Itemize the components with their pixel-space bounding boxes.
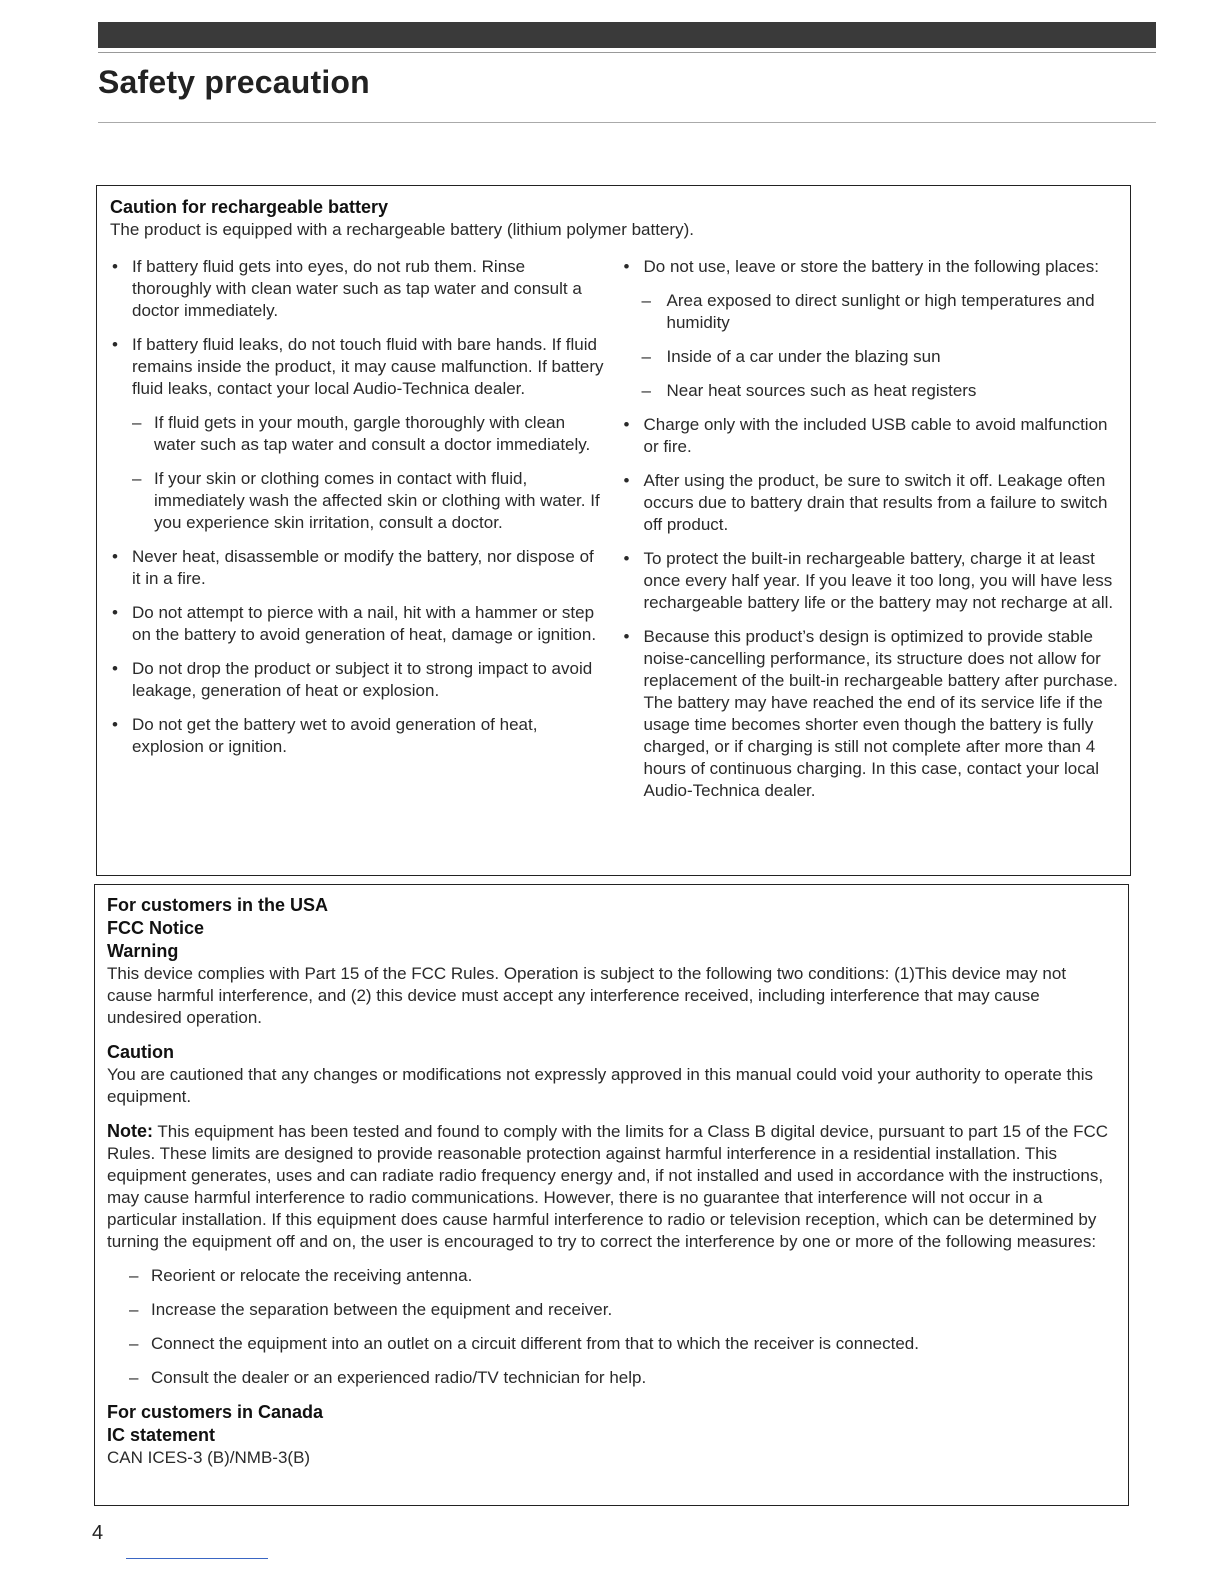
measure-item: – Connect the equipment into an outlet on a circuit different from that to which the receiver is connected. bbox=[107, 1333, 1116, 1355]
list-item: • Do not drop the product or subject it to strong impact to avoid leakage, generation of heat or explosion. bbox=[110, 658, 607, 702]
sub-list-item: – If your skin or clothing comes in contact with fluid, immediately wash the affected skin or clothing with water. If you experience skin irritation, consult a doctor. bbox=[110, 468, 607, 534]
header-rule bbox=[98, 52, 1156, 53]
battery-heading: Caution for rechargeable battery bbox=[110, 197, 389, 217]
page-number: 4 bbox=[92, 1522, 104, 1544]
battery-caution-box bbox=[96, 185, 1131, 876]
footer-rule bbox=[126, 1558, 268, 1559]
warning-heading: Warning bbox=[107, 941, 179, 961]
list-item: • To protect the built-in rechargeable battery, charge it at least once every half year. If you leave it too long, you will have less rechargeable battery life or the battery may not recharge at all. bbox=[622, 548, 1119, 614]
measure-item: – Increase the separation between the equipment and receiver. bbox=[107, 1299, 1116, 1321]
list-item: • Do not get the battery wet to avoid generation of heat, explosion or ignition. bbox=[110, 714, 607, 758]
battery-right-column bbox=[622, 256, 1119, 814]
sub-list-item: – Near heat sources such as heat registers bbox=[622, 380, 1119, 402]
measures-list bbox=[107, 1265, 1116, 1389]
list-item: • Because this product’s design is optimized to provide stable noise-cancelling performance, its structure does not allow for replacement of the built-in rechargeable battery after purchase. The battery may have reached the end of its service life if the usage time becomes shorter even though the battery is fully charged, or if charging is still not complete after more than 4 hours of continuous charging. In this case, contact your local Audio-Technica dealer. bbox=[622, 626, 1119, 802]
warning-text: This device complies with Part 15 of the FCC Rules. Operation is subject to the following two conditions: (1)This device may not cause harmful interference, and (2) this device must accept any interference received, including interference that may cause undesired operation. bbox=[107, 964, 1067, 1027]
battery-intro: The product is equipped with a rechargeable battery (lithium polymer battery). bbox=[110, 220, 694, 239]
list-item: • If battery fluid leaks, do not touch fluid with bare hands. If fluid remains inside the product, it may cause malfunction. If battery fluid leaks, contact your local Audio-Technica dealer. bbox=[110, 334, 607, 400]
note-label: Note: bbox=[107, 1121, 153, 1141]
list-item: • Do not attempt to pierce with a nail, hit with a hammer or step on the battery to avoid generation of heat, damage or ignition. bbox=[110, 602, 607, 646]
caution-heading: Caution bbox=[107, 1042, 174, 1062]
battery-left-column bbox=[110, 256, 607, 814]
note-text: This equipment has been tested and found to comply with the limits for a Class B digital device, pursuant to part 15 of the FCC Rules. These limits are designed to provide reasonable protection against harmful interference in a residential installation. This equipment generates, uses and can radiate radio frequency energy and, if not installed and used in accordance with the instructions, may cause harmful interference to radio communications. However, there is no guarantee that interference will not occur in a particular installation. If this equipment does cause harmful interference to radio or television reception, which can be determined by turning the equipment off and on, the user is encouraged to try to correct the interference by one or more of the following measures: bbox=[107, 1122, 1109, 1251]
canada-heading: For customers in Canada bbox=[107, 1402, 324, 1422]
measure-item: – Consult the dealer or an experienced radio/TV technician for help. bbox=[107, 1367, 1116, 1389]
fcc-notice-box bbox=[94, 884, 1129, 1506]
fcc-heading: FCC Notice bbox=[107, 918, 205, 938]
list-item: • Do not use, leave or store the battery in the following places: bbox=[622, 256, 1119, 278]
sub-list-item: – Area exposed to direct sunlight or high temperatures and humidity bbox=[622, 290, 1119, 334]
list-item: • Charge only with the included USB cable to avoid malfunction or fire. bbox=[622, 414, 1119, 458]
battery-columns bbox=[110, 256, 1118, 814]
measure-item: – Reorient or relocate the receiving antenna. bbox=[107, 1265, 1116, 1287]
ic-text: CAN ICES-3 (B)/NMB-3(B) bbox=[107, 1448, 311, 1467]
sub-list-item: – If fluid gets in your mouth, gargle thoroughly with clean water such as tap water and consult a doctor immediately. bbox=[110, 412, 607, 456]
list-item: • Never heat, disassemble or modify the battery, nor dispose of it in a fire. bbox=[110, 546, 607, 590]
sub-list-item: – Inside of a car under the blazing sun bbox=[622, 346, 1119, 368]
ic-heading: IC statement bbox=[107, 1425, 216, 1445]
header-bar bbox=[98, 22, 1156, 48]
page-title: Safety precaution bbox=[98, 64, 370, 100]
title-rule bbox=[98, 122, 1156, 123]
caution-text: You are cautioned that any changes or modifications not expressly approved in this manual could void your authority to operate this equipment. bbox=[107, 1065, 1093, 1106]
note-paragraph bbox=[107, 1120, 1116, 1253]
list-item: • If battery fluid gets into eyes, do not rub them. Rinse thoroughly with clean water such as tap water and consult a doctor immediately. bbox=[110, 256, 607, 322]
usa-heading: For customers in the USA bbox=[107, 895, 329, 915]
list-item: • After using the product, be sure to switch it off. Leakage often occurs due to battery drain that results from a failure to switch off product. bbox=[622, 470, 1119, 536]
